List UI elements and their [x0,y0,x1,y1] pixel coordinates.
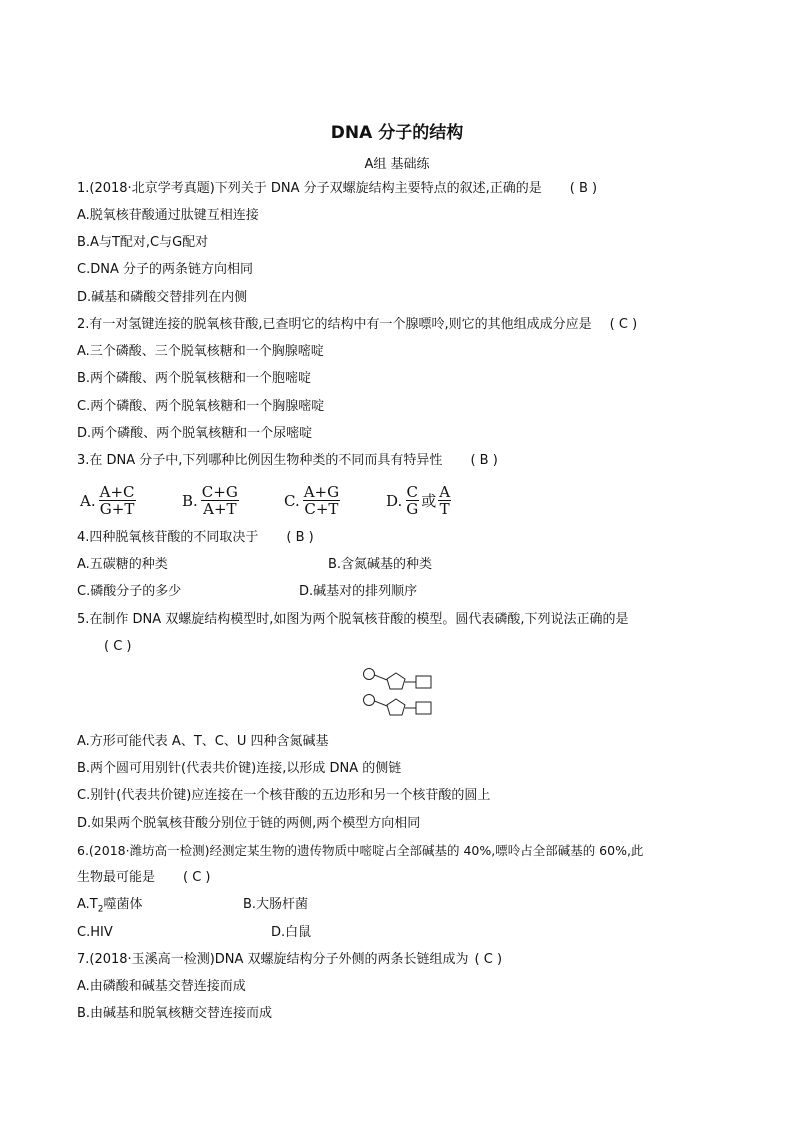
option-text: 噬菌体 [103,897,143,912]
deoxyribose-pentagon [387,699,405,715]
section-subtitle: A组 基础练 [364,157,430,172]
q4-option-a: A.五碳糖的种类 [77,557,168,572]
option-letter: D. [386,491,403,510]
option-letter: A. [80,491,96,510]
answer: ( C ) [183,870,211,885]
denominator: A+T [203,500,237,518]
phosphate-circle [364,669,375,680]
question-6: 6.(2018·潍坊高一检测)经测定某生物的遗传物质中嘧啶占全部碱基的 40%,嘌呤占全部碱基的 60%,此 [77,843,644,858]
q3-option-b [182,484,239,517]
bond-line [375,701,388,706]
question-3 [77,452,498,470]
question-text: 1.(2018·北京学考真题)下列关于 DNA 分子双螺旋结构主要特点的叙述,正确的是 [77,181,542,196]
question-text: 7.(2018·玉溪高一检测)DNA 双螺旋结构分子外侧的两条长链组成为 [77,952,469,967]
fraction [201,484,239,517]
q4-option-b: B.含氮碱基的种类 [328,557,433,572]
numerator: C+G [201,483,238,501]
q4-option-c: C.磷酸分子的多少 [77,584,182,599]
subscript: 2 [97,904,104,915]
q5-answer: ( C ) [104,639,132,654]
or-text: 或 [421,492,437,510]
fraction [405,484,419,517]
q1-option-c: C.DNA 分子的两条链方向相同 [77,262,253,277]
question-text: 生物最可能是 [77,870,156,885]
question-2 [77,316,637,334]
answer: ( B ) [286,530,314,545]
q5-option-c: C.别针(代表共价键)应连接在一个核苷酸的五边形和另一个核苷酸的圆上 [77,788,491,803]
q2-option-a: A.三个磷酸、三个脱氧核糖和一个胸腺嘧啶 [77,344,324,359]
question-text: 3.在 DNA 分子中,下列哪种比例因生物种类的不同而具有特异性 [77,453,443,468]
q2-option-d: D.两个磷酸、两个脱氧核糖和一个尿嘧啶 [77,426,313,441]
option-text: A.T [77,897,98,912]
bond-line [375,675,388,680]
q3-options [80,484,500,524]
numerator: A+C [99,483,135,501]
question-5: 5.在制作 DNA 双螺旋结构模型时,如图为两个脱氧核苷酸的模型。圆代表磷酸,下列说法正确的是 [77,612,629,627]
base-square [416,702,431,714]
deoxyribose-pentagon [387,673,405,689]
numerator: A [439,483,451,501]
q7-option-a: A.由磷酸和碱基交替连接而成 [77,979,246,994]
option-letter: B. [182,491,198,510]
phosphate-circle [364,695,375,706]
question-4 [77,529,314,547]
q3-option-d [386,484,451,517]
question-6-cont [77,869,211,887]
q6-option-b: B.大肠杆菌 [243,897,309,912]
denominator: G+T [99,500,135,518]
q5-option-a: A.方形可能代表 A、T、C、U 四种含氮碱基 [77,734,329,749]
page-title: DNA 分子的结构 [330,123,464,143]
nucleotide-model-1 [364,669,432,690]
fraction [99,484,136,517]
q5-option-b: B.两个圆可用别针(代表共价键)连接,以形成 DNA 的侧链 [77,761,402,776]
q4-option-d: D.碱基对的排列顺序 [299,584,418,599]
option-letter: C. [284,491,300,510]
numerator: C [406,483,418,501]
q3-option-a [80,484,136,517]
q5-option-d: D.如果两个脱氧核苷酸分别位于链的两侧,两个模型方向相同 [77,816,421,831]
answer: ( B ) [470,453,498,468]
question-text: 4.四种脱氧核苷酸的不同取决于 [77,530,259,545]
denominator: T [439,500,450,518]
q1-option-d: D.碱基和磷酸交替排列在内侧 [77,290,248,305]
q1-option-b: B.A与T配对,C与G配对 [77,235,209,250]
denominator: G [406,500,419,518]
question-1 [77,180,597,198]
q6-option-d: D.白鼠 [271,925,312,940]
answer: ( C ) [474,952,503,967]
q2-option-c: C.两个磷酸、两个脱氧核糖和一个胸腺嘧啶 [77,399,325,414]
denominator: C+T [304,500,339,518]
q1-option-a: A.脱氧核苷酸通过肽键互相连接 [77,208,259,223]
nucleotide-model-figure [360,665,440,721]
nucleotide-model-2 [364,695,432,716]
answer: ( B ) [569,181,598,196]
q7-option-b: B.由碱基和脱氧核糖交替连接而成 [77,1006,273,1021]
q2-option-b: B.两个磷酸、两个脱氧核糖和一个胞嘧啶 [77,371,312,386]
numerator: A+G [303,483,340,501]
base-square [416,676,431,688]
q3-option-c [284,484,340,517]
fraction [303,484,340,517]
answer: ( C ) [609,317,638,332]
q6-option-c: C.HIV [77,925,113,940]
question-7 [77,951,502,969]
fraction [438,484,451,517]
q6-option-a [77,896,143,919]
question-text: 2.有一对氢键连接的脱氧核苷酸,已查明它的结构中有一个腺嘌呤,则它的其他组成成分应是 [77,317,592,332]
